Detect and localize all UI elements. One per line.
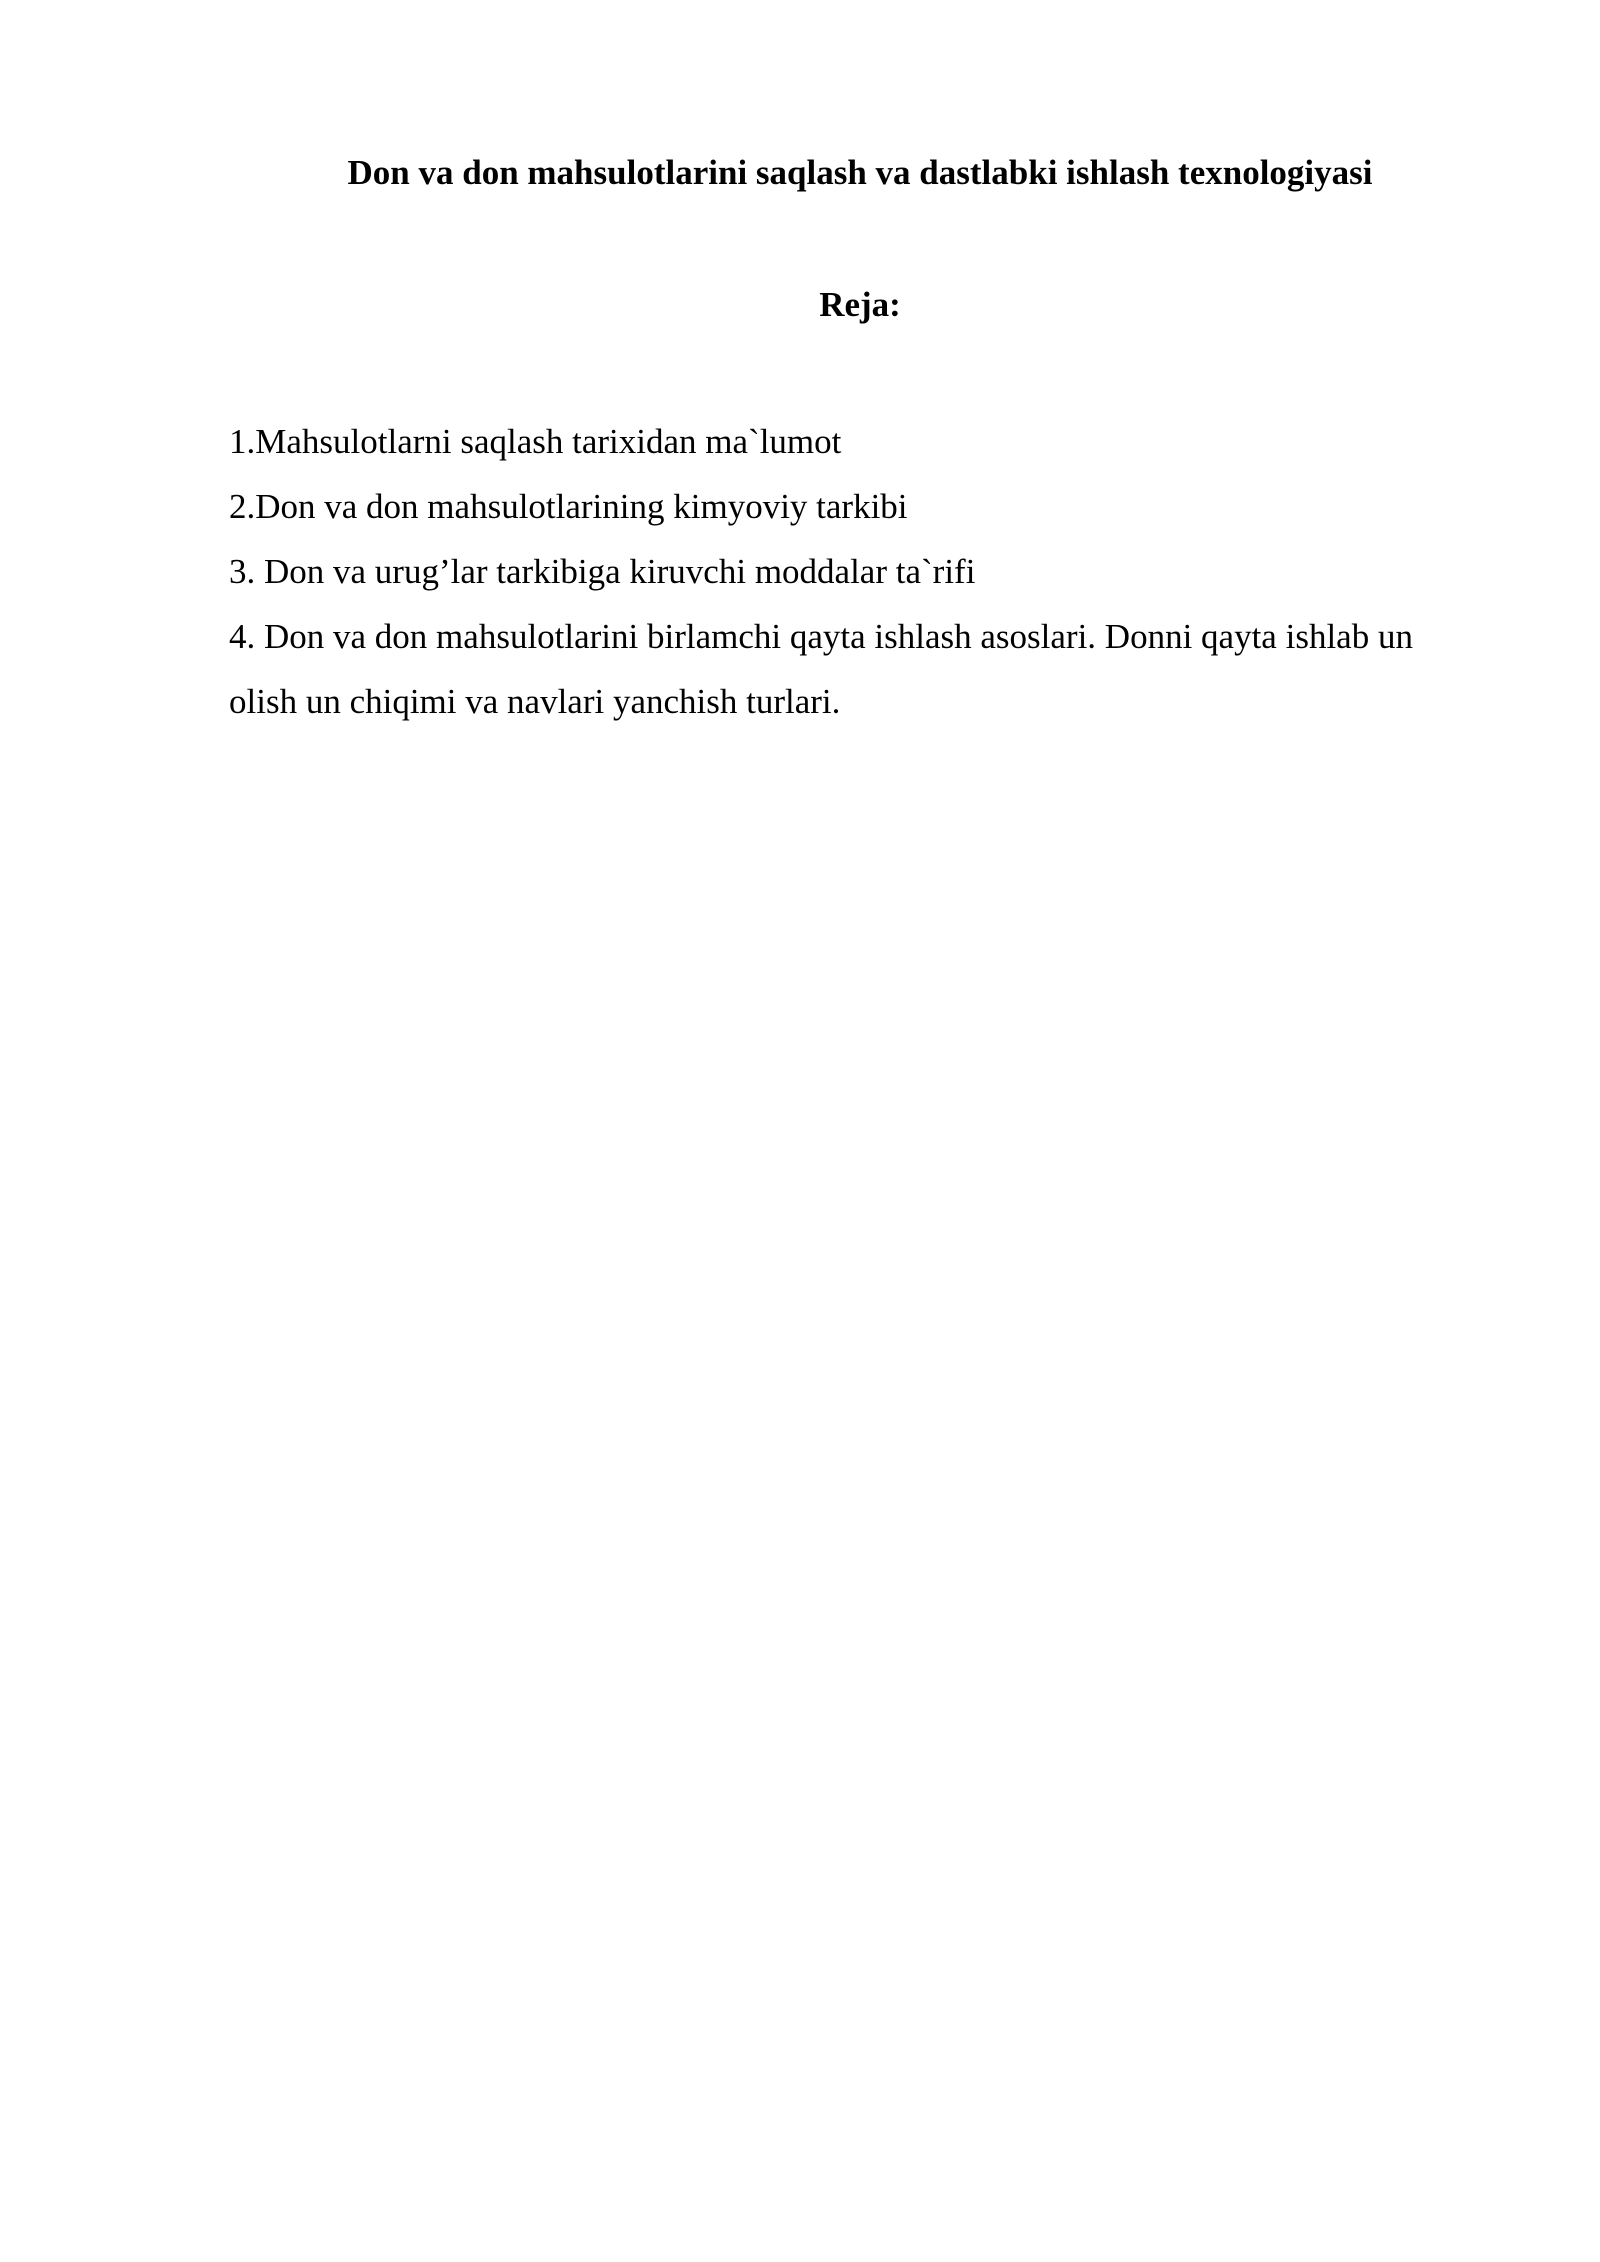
plan-item-3: 3. Don va urug’lar tarkibiga kiruvchi moddalar ta`rifi [229,552,976,591]
plan-heading: Reja: [819,285,901,324]
plan-item-4: 4. Don va don mahsulotlarini birlamchi qayta ishlash asoslari. Donni qayta ishlab un olish un chiqimi va navlari yanchish turlari. [229,617,1413,721]
document-title: Don va don mahsulotlarini saqlash va dastlabki ishlash texnologiyasi [347,153,1373,192]
plan-item-2: 2.Don va don mahsulotlarining kimyoviy tarkibi [229,487,908,526]
plan-item-1: 1.Mahsulotlarni saqlash tarixidan ma`lumot [229,422,842,461]
plan-list [229,409,1479,734]
